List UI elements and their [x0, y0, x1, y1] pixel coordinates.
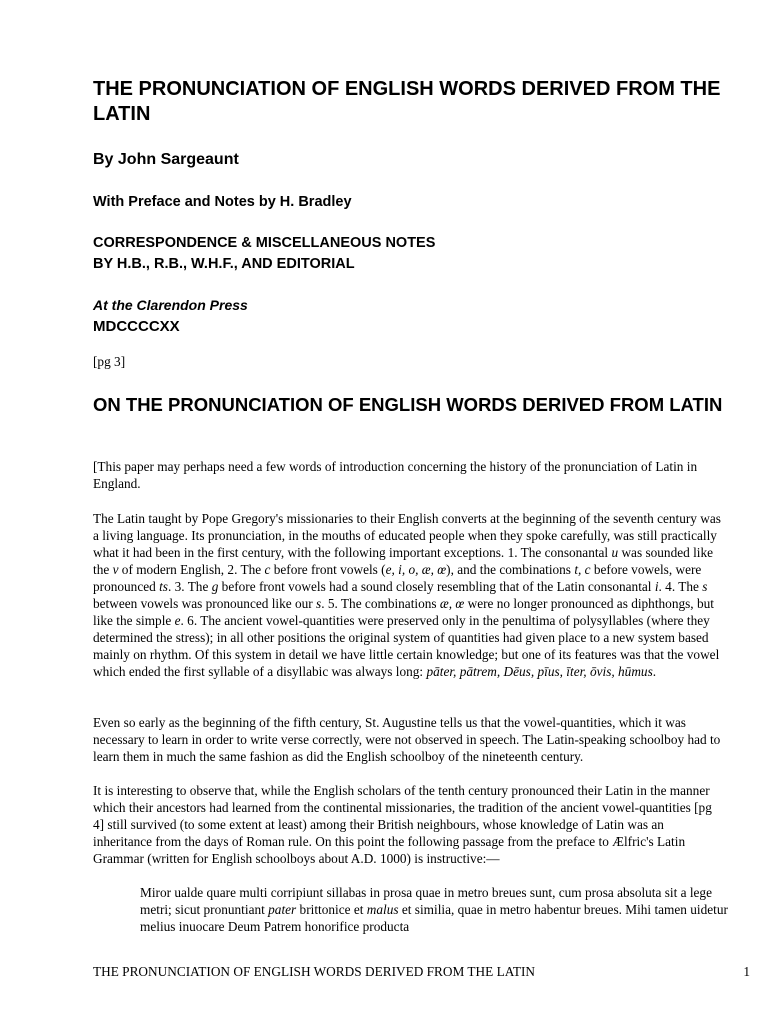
correspondence-line-2: BY H.B., R.B., W.H.F., AND EDITORIAL: [93, 256, 355, 272]
preface-line: With Preface and Notes by H. Bradley: [93, 194, 352, 210]
page-marker: [pg 3]: [93, 354, 126, 369]
page-number: 1: [743, 964, 750, 979]
section-heading: ON THE PRONUNCIATION OF ENGLISH WORDS DERIVED FROM LATIN: [93, 394, 723, 415]
latin-quotation: Miror ualde quare multi corripiunt sillabas in prosa quae in metro breues sunt, cum prosa absoluta sit a lege metri; sicut pronuntiant pater brittonice et malus et similia, quae in metro habentur breues. Mihi tamen uidetur melius inuocare Deum Patrem honorifice producta: [140, 885, 728, 934]
publication-year: MDCCCCXX: [93, 318, 180, 335]
quantity-examples: pāter, pātrem, Dēus, pīus, īter, ōvis, hūmus: [426, 664, 653, 679]
correspondence-block: [93, 233, 723, 275]
author-line: By John Sargeaunt: [93, 151, 239, 168]
paragraph-1: The Latin taught by Pope Gregory's missionaries to their English converts at the beginning of the seventh century was a living language. Its pronunciation, in the mouths of educated people when they spoke carefully, was still practically what it had been in the first century, with the following important exceptions. 1. The consonantal u was sounded like the v of modern English, 2. The c before front vowels (e, i, o, æ, œ), and the combinations t, c before vowels, were pronounced ts. 3. The g before front vowels had a sound closely resembling that of the Latin consonantal i. 4. The s between vowels was pronounced like our s. 5. The combinations æ, œ were no longer pronounced as diphthongs, but like the simple e. 6. The ancient vowel-quantities were preserved only in the penultima of polysyllables (where they determined the stress); in all other positions the original system of quantities had given place to a new system based mainly on rhythm. Of this system in detail we have little certain knowledge; but one of its features was that the vowel which ended the first syllable of a disyllabic was always long: pāter, pātrem, Dēus, pīus, īter, ōvis, hūmus.: [93, 511, 721, 679]
document-title: THE PRONUNCIATION OF ENGLISH WORDS DERIVED FROM THE LATIN: [93, 78, 721, 125]
footer-title: THE PRONUNCIATION OF ENGLISH WORDS DERIVED FROM THE LATIN: [93, 964, 535, 979]
paragraph-2: Even so early as the beginning of the fifth century, St. Augustine tells us that the vowel-quantities, which it was necessary to learn in order to write verse correctly, were not observed in speech. The Latin-speaking schoolboy had to learn them in much the same fashion as did the English schoolboy of the nineteenth century.: [93, 715, 721, 764]
correspondence-line-1: CORRESPONDENCE & MISCELLANEOUS NOTES: [93, 235, 436, 251]
paragraph-3: It is interesting to observe that, while the English scholars of the tenth century pronounced their Latin in the manner which their ancestors had learned from the continental missionaries, the tradition of the ancient vowel-quantities [pg 4] still survived (to some extent at least) among their British neighbours, whose knowledge of Latin was an inheritance from the days of Roman rule. On this point the following passage from the preface to Ælfric's Latin Grammar (written for English schoolboys about A.D. 1000) is instructive:—: [93, 783, 712, 866]
intro-paragraph: [This paper may perhaps need a few words of introduction concerning the history of the pronunciation of Latin in England.: [93, 459, 698, 491]
page-footer: [93, 963, 750, 980]
publisher: At the Clarendon Press: [93, 297, 248, 313]
